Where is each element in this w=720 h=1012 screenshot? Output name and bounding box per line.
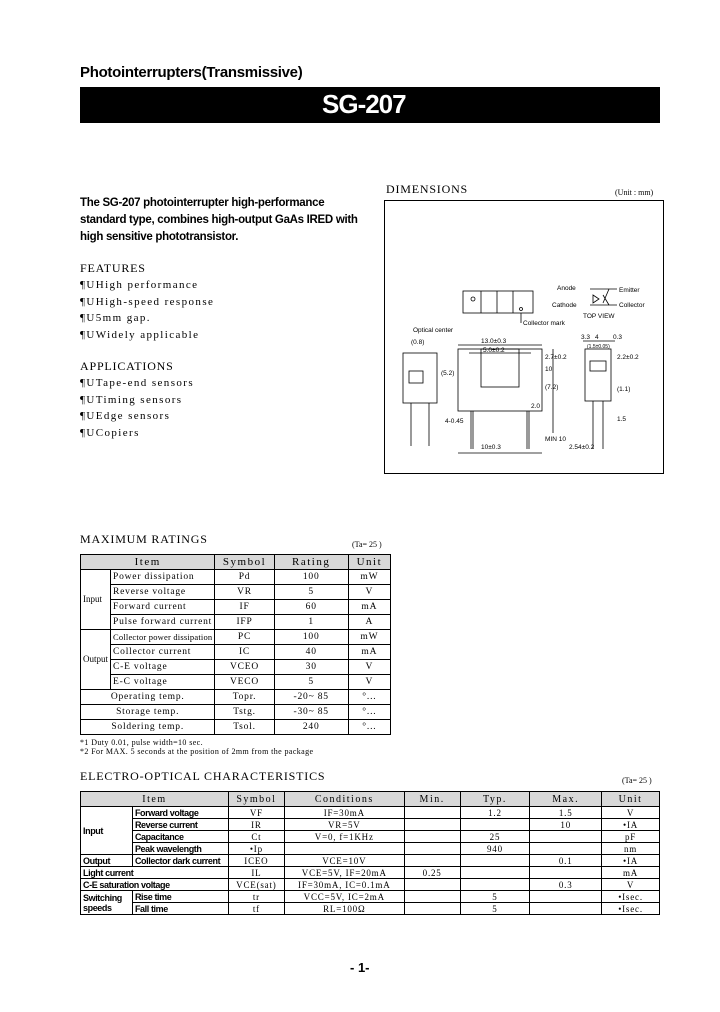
table-row: Forward current IF 60 mA xyxy=(81,600,391,615)
intro-text: The SG-207 photointerrupter high-performance standard type, combines high-output GaAs IRED with high sensitive phototransistor. xyxy=(80,197,358,243)
group-switching: Switching speeds xyxy=(81,891,133,915)
top-view-label: TOP VIEW xyxy=(583,313,615,320)
group-output: Output xyxy=(81,855,133,867)
table-row: Input Power dissipation Pd 100 mW xyxy=(81,570,391,585)
max-ratings-title: MAXIMUM RATINGS xyxy=(80,532,208,546)
list-item: ¶UCopiers xyxy=(80,426,140,439)
cathode-label: Cathode xyxy=(552,302,577,309)
list-item: ¶UHigh performance xyxy=(80,279,199,291)
table-row: Operating temp. Topr. -20~ 85 °... xyxy=(81,690,391,705)
table-row: Reverse voltage VR 5 V xyxy=(81,585,391,600)
max-ratings-cond: (Ta= 25 ) xyxy=(352,540,382,549)
max-ratings-notes xyxy=(80,738,313,756)
group-input: Input xyxy=(81,807,133,855)
table-row: Peak wavelength •Ip 940 nm xyxy=(81,843,660,855)
note-1: *1 Duty 0.01, pulse width=10 sec. xyxy=(80,738,204,747)
dim-33: 3.3 xyxy=(581,334,591,341)
dim-4045: 4-0.45 xyxy=(445,418,464,425)
list-item: ¶U5mm gap. xyxy=(80,312,151,324)
dim-4: 4 xyxy=(595,334,599,341)
collector-label: Collector xyxy=(619,302,645,309)
table-row: E-C voltage VECO 5 V xyxy=(81,675,391,690)
dim-c: (1.5±0.05) xyxy=(587,344,610,350)
max-ratings-table xyxy=(80,554,391,735)
group-input: Input xyxy=(81,570,111,630)
dim-254: 2.54±0.2 xyxy=(569,444,595,451)
dim-52: (5.2) xyxy=(441,370,455,377)
emitter-label: Emitter xyxy=(619,287,640,294)
collector-mark-label: Collector mark xyxy=(523,320,565,327)
dim-min10: MIN 10 xyxy=(545,436,566,443)
note-2: *2 For MAX. 5 seconds at the position of 2mm from the package xyxy=(80,747,314,756)
eo-title: ELECTRO-OPTICAL CHARACTERISTICS xyxy=(80,769,326,783)
dim-10: 10 xyxy=(545,366,553,373)
dimensions-title: DIMENSIONS xyxy=(386,182,469,196)
eo-table xyxy=(80,791,660,915)
table-header: Item Symbol Rating Unit xyxy=(81,555,391,570)
features-title: FEATURES xyxy=(80,261,146,275)
table-row: C-E saturation voltage VCE(sat) IF=30mA, IC=0.1mA 0.3 V xyxy=(81,879,660,891)
table-row: Pulse forward current IFP 1 A xyxy=(81,615,391,630)
table-row: Collector current IC 40 mA xyxy=(81,645,391,660)
optical-center-label: Optical center xyxy=(413,327,454,334)
group-output: Output xyxy=(81,630,111,690)
eo-cond: (Ta= 25 ) xyxy=(622,776,652,785)
dim-15: 1.5 xyxy=(617,416,627,423)
applications-list xyxy=(80,375,194,441)
table-header: Item Symbol Conditions Min. Typ. Max. Unit xyxy=(81,792,660,807)
table-row: Light current IL VCE=5V, IF=20mA 0.25 mA xyxy=(81,867,660,879)
dim-27: 2.7±0.2 xyxy=(545,354,567,361)
table-row: Input Forward voltage VF IF=30mA 1.2 1.5 V xyxy=(81,807,660,819)
list-item: ¶UHigh-speed response xyxy=(80,295,215,308)
table-row: Soldering temp. Tsol. 240 °... xyxy=(81,720,391,735)
dim-13: 13.0±0.3 xyxy=(481,338,507,345)
table-row: Output Collector power dissipation PC 100 mW xyxy=(81,630,391,645)
table-row: Capacitance Ct V=0, f=1KHz 25 pF xyxy=(81,831,660,843)
dim-1003: 10±0.3 xyxy=(481,444,501,451)
dimensions-drawing-frame xyxy=(384,200,664,474)
dim-5: 5.0±0.2 xyxy=(483,347,505,354)
dim-03: 0.3 xyxy=(613,334,623,341)
dimensions-drawing xyxy=(385,201,663,473)
dim-08: (0.8) xyxy=(411,339,425,346)
list-item: ¶UTape-end sensors xyxy=(80,377,195,389)
page-number: - 1- xyxy=(350,960,370,975)
category-title: Photointerrupters(Transmissive) xyxy=(80,64,303,81)
dimensions-unit: (Unit : mm) xyxy=(615,188,654,197)
features-list xyxy=(80,277,214,343)
dim-22: 2.2±0.2 xyxy=(617,354,639,361)
table-row: Switching speeds Rise time tr VCC=5V, IC=2mA 5 •Isec. xyxy=(81,891,660,903)
dim-20: 2.0 xyxy=(531,403,541,410)
list-item: ¶UTiming sensors xyxy=(80,393,183,406)
table-row: C-E voltage VCEO 30 V xyxy=(81,660,391,675)
list-item: ¶UWidely applicable xyxy=(80,328,200,341)
table-row: Reverse current IR VR=5V 10 •IA xyxy=(81,819,660,831)
table-row: Output Collector dark current ICEO VCE=10V 0.1 •IA xyxy=(81,855,660,867)
table-row: Storage temp. Tstg. -30~ 85 °... xyxy=(81,705,391,720)
applications-title: APPLICATIONS xyxy=(80,359,174,373)
model-name: SG-207 xyxy=(322,89,406,119)
dim-72: (7.2) xyxy=(545,384,559,391)
anode-label: Anode xyxy=(557,285,576,292)
list-item: ¶UEdge sensors xyxy=(80,410,171,422)
table-row: Fall time tf RL=100Ω 5 •Isec. xyxy=(81,903,660,915)
dim-11: (1.1) xyxy=(617,386,631,393)
